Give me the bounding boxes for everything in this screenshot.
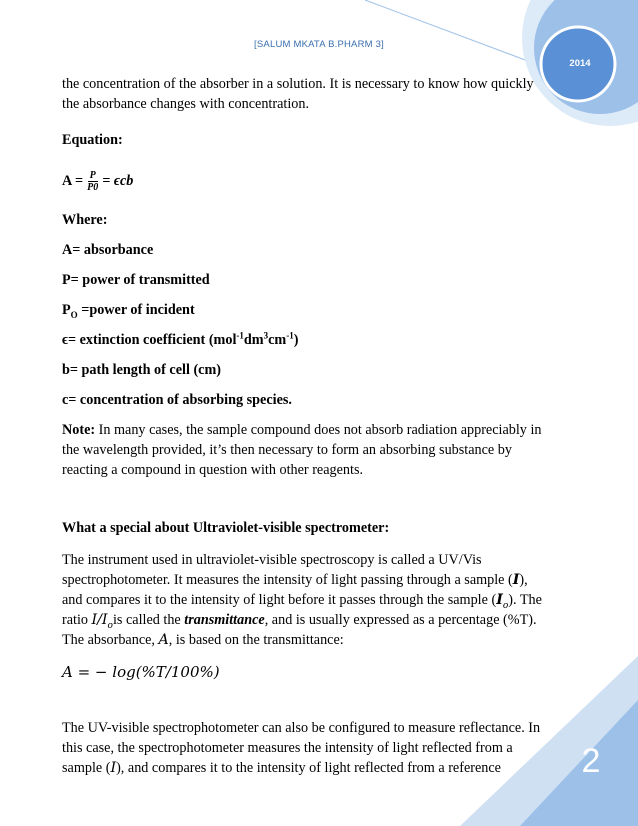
- note-paragraph: Note: In many cases, the sample compound does not absorb radiation appreciably in the wavelength provided, it’s then necessary to form an absorbing substance by reacting a compound in question with other reagents.: [62, 422, 542, 478]
- beer-lambert-equation: [62, 164, 542, 198]
- running-header: [SALUM MKATA B.PHARM 3]: [254, 39, 384, 50]
- where-heading: Where:: [62, 212, 108, 228]
- page-number: 2: [581, 742, 601, 780]
- definition-concentration: c= concentration of absorbing species.: [62, 392, 292, 408]
- definition-absorbance: A= absorbance: [62, 242, 154, 258]
- definition-incident: $P_O$ =power of incident: [62, 302, 195, 320]
- equation-denominator: P0: [87, 181, 99, 193]
- definition-extinction: ϵ= extinction coefficient $(mol^{-1}dm^3cm^{-1})$: [62, 330, 299, 348]
- paragraph-reflectance: The UV-visible spectrophotometer can also be configured to measure reflectance. In this case, the spectrophotometer measures the intensity of light reflected from a sample (I), and compares it to the intensity of light reflected from a reference: [62, 720, 541, 776]
- section-heading-special: What a special about Ultraviolet-visible spectrometer:: [62, 520, 390, 536]
- document-body: [62, 74, 542, 778]
- equation-lhs: A =: [62, 173, 84, 189]
- definition-transmitted: P= power of transmitted: [62, 272, 210, 288]
- definition-path-length: b= path length of cell (cm): [62, 362, 222, 378]
- intro-line-2: the absorbance changes with concentration.: [62, 96, 309, 112]
- equation-fraction: [85, 170, 100, 193]
- intro-line-1: the concentration of the absorber in a solution. It is necessary to know how quickly: [62, 76, 534, 92]
- equation-heading: Equation:: [62, 132, 123, 148]
- paragraph-uvvis-instrument: The instrument used in ultraviolet-visible spectroscopy is called a UV/Vis spectrophotometer. It measures the intensity of light passing through a sample (I), and compares it to the intensity of light before it passes through the sample $(I_o)$. The ratio $I/I_ois$ called the transmittance, and is usually expressed as a percentage (%T). The absorbance, A, is based on the transmittance:: [62, 552, 542, 648]
- absorbance-formula: A = − log(%T/100%): [62, 663, 220, 681]
- equation-rhs: = ϵcb: [102, 173, 134, 189]
- equation-numerator: P: [89, 169, 96, 181]
- header-year: 2014: [569, 58, 591, 69]
